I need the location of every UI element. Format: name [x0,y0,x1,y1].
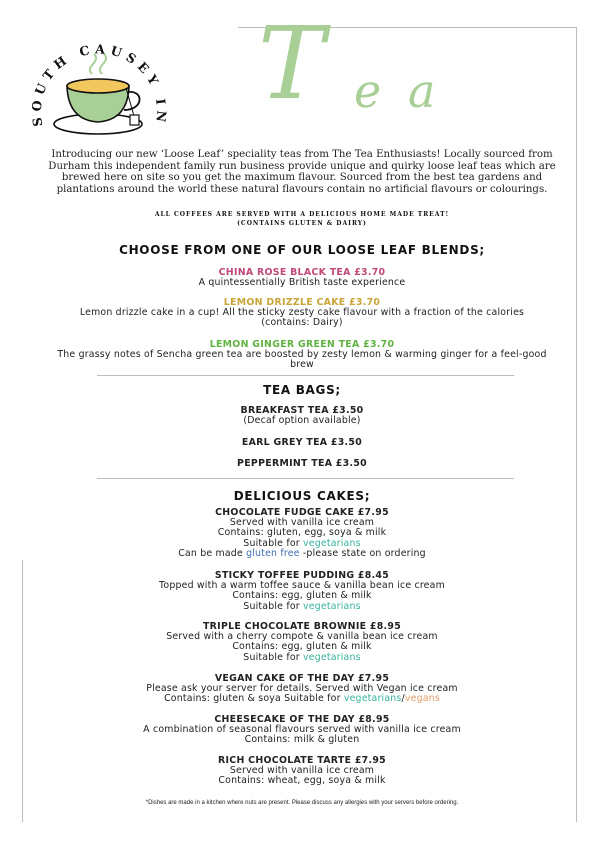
tea-wordmark [258,5,458,122]
vegetarians-tag: vegetarians [343,693,402,705]
intro-paragraph: Introducing our new ‘Loose Leaf’ speciality teas from The Tea Enthusiasts! Locally sourced from Durham this independent family run business provide unique and quirky loose leaf teas which are brewed here on site so you get the maximum flavour. Sourced from the best tea gardens and plantations around the world these natural flavours contain no artificial flavours or colourings. [48,149,556,195]
menu-item [36,297,568,329]
tea-bags-heading-block [36,383,568,397]
suitable-for-text: Suitable for [243,600,300,612]
item-title: LEMON GINGER GREEN TEA £3.70 [209,339,395,350]
vegetarians-tag: vegetarians [303,600,361,612]
menu-item [36,458,568,469]
menu-item [36,621,568,663]
frame-line-right [576,27,577,822]
vegetarians-tag: vegetarians [303,537,361,549]
item-description: (Decaf option available) [243,415,361,426]
cakes-heading: DELICIOUS CAKES; [233,489,371,503]
logo-ring-text: SOUTH CAUSEY IN [28,41,170,128]
item-description: Please ask your server for details. Served with Vegan ice cream [146,683,458,694]
item-allergens: Contains: wheat, egg, soya & milk [218,775,386,787]
item-description: Lemon drizzle cake in a cup! All the sticky zesty cake flavour with a fraction of the calories (contains: Dairy) [79,307,525,329]
item-description: Served with a cherry compote & vanilla bean ice cream [166,631,438,642]
loose-leaf-heading: CHOOSE FROM ONE OF OUR LOOSE LEAF BLENDS; [119,243,485,257]
wordmark-letter-a: a [408,64,436,118]
gf-pre-text: Can be made [178,548,243,560]
item-title: TRIPLE CHOCOLATE BROWNIE £8.95 [202,621,402,632]
coffee-notice-line2: (CONTAINS GLUTEN & DAIRY) [237,219,367,227]
item-description: Served with vanilla ice cream [229,765,375,776]
item-description: Topped with a warm toffee sauce & vanilla bean ice cream [159,580,445,591]
vegans-tag: vegans [404,693,440,705]
allergy-footer: *Dishes are made in a kitchen where nuts are present. Please discuss any allergies with your servers before ordering. [145,800,459,806]
menu-item [36,405,568,426]
item-title: RICH CHOCOLATE TARTE £7.95 [217,755,387,766]
item-title: CHEESECAKE OF THE DAY £8.95 [214,714,390,725]
item-title: VEGAN CAKE OF THE DAY £7.95 [214,673,390,684]
coffee-notice [44,211,560,228]
wordmark-letter-e: e [354,64,382,118]
divider [97,375,514,376]
suitable-for-text: Suitable for [243,651,300,663]
item-description: A quintessentially British taste experience [198,277,406,288]
inn-logo [22,26,172,146]
item-description: Served with vanilla ice cream [229,517,375,528]
divider [97,478,514,479]
item-suitability [36,602,568,612]
menu-item [36,267,568,288]
suitable-for-text: Suitable for [243,537,300,549]
item-allergens: Contains: egg, gluten & milk [232,641,372,653]
coffee-notice-line1: ALL COFFEES ARE SERVED WITH A DELICIOUS HOME MADE TREAT! [154,211,450,218]
item-title: LEMON DRIZZLE CAKE £3.70 [223,297,381,308]
frame-line-left [22,560,23,822]
menu-item [36,570,568,612]
gluten-free-note [36,549,568,559]
allergens-text: Contains: gluten & soya Suitable for [164,693,341,705]
item-description: A combination of seasonal flavours served with vanilla ice cream [143,724,461,735]
item-title: CHINA ROSE BLACK TEA £3.70 [218,267,386,278]
item-title: CHOCOLATE FUDGE CAKE £7.95 [215,507,389,518]
menu-item [36,673,568,705]
item-suitability [36,653,568,663]
item-allergens: Contains: gluten, egg, soya & milk [217,527,387,539]
item-allergens: Contains: milk & gluten [244,734,360,746]
item-description: The grassy notes of Sencha green tea are boosted by zesty lemon & warming ginger for a feel-good brew [57,349,547,371]
menu-item [36,339,568,371]
tea-bags-heading: TEA BAGS; [263,383,341,397]
vegetarians-tag: vegetarians [303,651,361,663]
menu-item [36,755,568,787]
wordmark-letter-t: T [258,5,325,122]
loose-leaf-heading-block [36,243,568,257]
item-title: STICKY TOFFEE PUDDING £8.45 [214,570,390,581]
menu-item [36,437,568,448]
item-allergens: Contains: egg, gluten & milk [232,590,372,602]
gluten-free-tag: gluten free [246,548,300,560]
item-title: EARL GREY TEA £3.50 [241,437,363,448]
menu-item [36,714,568,746]
item-allergens [36,694,568,704]
teacup-icon [22,26,172,146]
cakes-heading-block [36,489,568,503]
item-title: BREAKFAST TEA £3.50 [240,405,364,416]
slash-separator: / [401,693,405,705]
menu-item [36,507,568,560]
item-title: PEPPERMINT TEA £3.50 [237,458,367,469]
gf-post-text: -please state on ordering [302,548,426,560]
